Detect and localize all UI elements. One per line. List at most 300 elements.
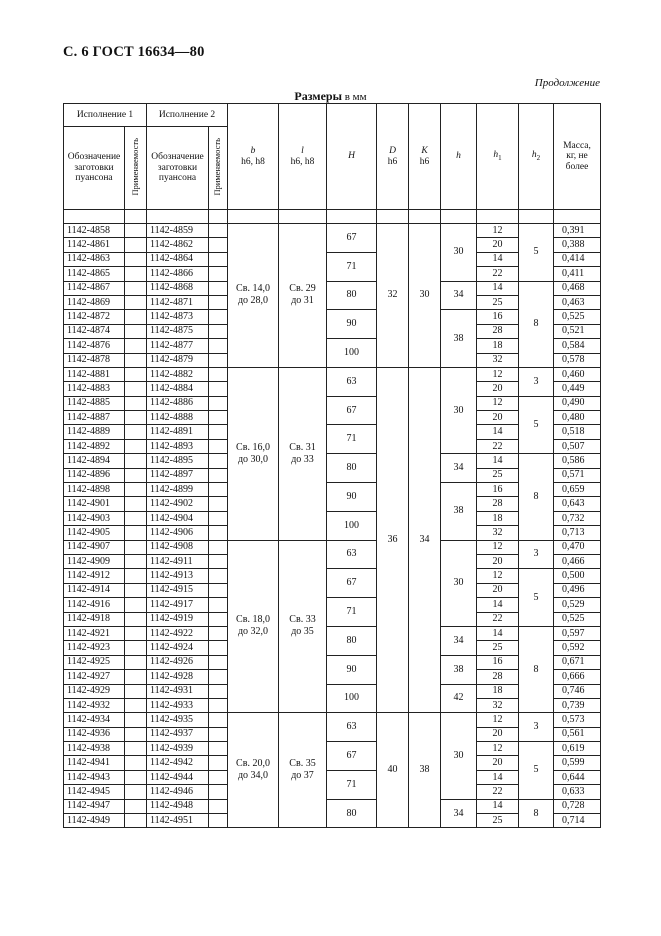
H-value: 67 [327,396,377,425]
H-value: 90 [327,310,377,339]
H-value: 80 [327,799,377,828]
exec1-code: 1142-4894 [64,454,125,468]
table-row [64,281,601,295]
h1-value: 14 [477,281,519,295]
h-value: 30 [441,540,477,626]
spacer-cell [64,210,125,224]
exec1-applicability [125,612,147,626]
mass-value: 0,644 [554,770,601,784]
exec2-applicability [209,468,228,482]
exec2-code: 1142-4904 [147,511,209,525]
h2-value: 3 [519,540,554,569]
table-row [64,713,601,727]
exec1-code: 1142-4923 [64,641,125,655]
spacer-cell [327,210,377,224]
mass-value: 0,460 [554,367,601,381]
exec2-applicability [209,324,228,338]
l-header: l h6, h8 [279,104,327,210]
K-value: 34 [409,367,441,712]
exec1-header: Исполнение 1 [64,104,147,127]
h1-value: 22 [477,267,519,281]
exec1-code: 1142-4898 [64,483,125,497]
spacer-cell [279,210,327,224]
mass-value: 0,671 [554,655,601,669]
H-value: 71 [327,598,377,627]
h1-value: 14 [477,770,519,784]
spacer-cell [377,210,409,224]
b-range: Св. 18,0 до 32,0 [228,540,279,713]
h1-value: 32 [477,698,519,712]
exec2-code: 1142-4948 [147,799,209,813]
h1-value: 20 [477,238,519,252]
mass-value: 0,592 [554,641,601,655]
exec2-code: 1142-4893 [147,439,209,453]
exec2-applicability [209,713,228,727]
h1-value: 16 [477,655,519,669]
exec2-applicability [209,281,228,295]
exec2-code: 1142-4888 [147,411,209,425]
mass-value: 0,584 [554,339,601,353]
exec1-code: 1142-4936 [64,727,125,741]
h1-value: 25 [477,295,519,309]
exec1-applicability [125,569,147,583]
h1-value: 14 [477,425,519,439]
mass-value: 0,388 [554,238,601,252]
exec2-applicability [209,727,228,741]
exec1-code: 1142-4865 [64,267,125,281]
caption-units: в мм [341,91,367,103]
mass-value: 0,525 [554,612,601,626]
exec1-code: 1142-4916 [64,598,125,612]
exec2-code: 1142-4891 [147,425,209,439]
mass-value: 0,466 [554,554,601,568]
exec1-code: 1142-4912 [64,569,125,583]
exec2-code: 1142-4875 [147,324,209,338]
exec1-code: 1142-4947 [64,799,125,813]
h1-value: 12 [477,742,519,756]
table-row [64,569,601,583]
h2-value: 8 [519,281,554,367]
h1-value: 18 [477,684,519,698]
mass-value: 0,468 [554,281,601,295]
table-row [64,367,601,381]
table-row [64,396,601,410]
exec1-code: 1142-4867 [64,281,125,295]
mass-value: 0,561 [554,727,601,741]
l-range: Св. 33 до 35 [279,540,327,713]
exec2-code: 1142-4939 [147,742,209,756]
h-value: 30 [441,367,477,453]
mass-value: 0,666 [554,670,601,684]
spacer-cell [125,210,147,224]
exec1-code: 1142-4885 [64,396,125,410]
exec2-applicability-header: Применяемость [209,127,228,210]
h1-value: 20 [477,382,519,396]
exec2-code: 1142-4933 [147,698,209,712]
exec1-applicability [125,670,147,684]
exec1-applicability [125,641,147,655]
exec2-designation-header: Обозначение заготовки пуансона [147,127,209,210]
exec2-applicability [209,814,228,828]
exec2-code: 1142-4919 [147,612,209,626]
exec1-applicability [125,411,147,425]
h1-value: 28 [477,670,519,684]
exec2-code: 1142-4928 [147,670,209,684]
exec1-applicability [125,295,147,309]
mass-value: 0,573 [554,713,601,727]
exec1-applicability [125,598,147,612]
h1-value: 20 [477,727,519,741]
exec2-code: 1142-4864 [147,252,209,266]
H-value: 71 [327,770,377,799]
exec1-applicability [125,554,147,568]
h1-value: 20 [477,554,519,568]
H-value: 63 [327,540,377,569]
D-value: 36 [377,367,409,712]
H-value: 71 [327,425,377,454]
H-value: 100 [327,339,377,368]
h2-value: 3 [519,367,554,396]
exec2-applicability [209,252,228,266]
mass-value: 0,463 [554,295,601,309]
exec1-applicability [125,252,147,266]
exec2-code: 1142-4902 [147,497,209,511]
mass-value: 0,659 [554,483,601,497]
exec2-applicability [209,785,228,799]
h2-header: $h_2$ [519,104,554,210]
h1-value: 16 [477,310,519,324]
mass-value: 0,480 [554,411,601,425]
exec1-applicability [125,454,147,468]
exec2-code: 1142-4911 [147,554,209,568]
exec1-code: 1142-4883 [64,382,125,396]
spacer-cell [477,210,519,224]
exec1-applicability [125,339,147,353]
H-value: 63 [327,713,377,742]
exec1-code: 1142-4861 [64,238,125,252]
H-value: 67 [327,224,377,253]
spacer-cell [409,210,441,224]
exec2-applicability [209,339,228,353]
exec2-applicability [209,497,228,511]
exec1-code: 1142-4921 [64,626,125,640]
exec1-applicability [125,382,147,396]
mass-value: 0,619 [554,742,601,756]
exec2-applicability [209,626,228,640]
h1-value: 22 [477,612,519,626]
table-row [64,224,601,238]
h2-value: 8 [519,626,554,712]
exec2-code: 1142-4926 [147,655,209,669]
exec1-applicability [125,238,147,252]
h-value: 38 [441,310,477,368]
mass-value: 0,599 [554,756,601,770]
exec2-applicability [209,554,228,568]
H-value: 80 [327,281,377,310]
exec1-code: 1142-4889 [64,425,125,439]
mass-header: Масса, кг, не более [554,104,601,210]
h-header: h [441,104,477,210]
K-value: 30 [409,224,441,368]
h1-value: 20 [477,583,519,597]
h1-value: 12 [477,713,519,727]
exec2-code: 1142-4908 [147,540,209,554]
exec1-code: 1142-4863 [64,252,125,266]
mass-value: 0,633 [554,785,601,799]
exec2-code: 1142-4922 [147,626,209,640]
exec1-code: 1142-4903 [64,511,125,525]
H-value: 80 [327,454,377,483]
h1-value: 25 [477,641,519,655]
exec2-applicability [209,511,228,525]
exec1-applicability [125,511,147,525]
exec2-code: 1142-4884 [147,382,209,396]
exec1-applicability [125,698,147,712]
exec1-applicability [125,497,147,511]
spacer-cell [441,210,477,224]
b-range: Св. 14,0 до 28,0 [228,224,279,368]
exec2-applicability [209,612,228,626]
mass-value: 0,597 [554,626,601,640]
h1-header: $h_1$ [477,104,519,210]
exec2-applicability [209,295,228,309]
exec1-applicability-header: Применяемость [125,127,147,210]
h-value: 34 [441,626,477,655]
b-range: Св. 20,0 до 34,0 [228,713,279,828]
exec1-applicability [125,439,147,453]
exec2-code: 1142-4951 [147,814,209,828]
b-header: b h6, h8 [228,104,279,210]
mass-value: 0,470 [554,540,601,554]
exec2-code: 1142-4931 [147,684,209,698]
h-value: 34 [441,454,477,483]
exec1-code: 1142-4909 [64,554,125,568]
exec2-code: 1142-4886 [147,396,209,410]
exec2-code: 1142-4866 [147,267,209,281]
exec1-code: 1142-4925 [64,655,125,669]
mass-value: 0,518 [554,425,601,439]
D-header: D h6 [377,104,409,210]
exec2-applicability [209,224,228,238]
exec2-code: 1142-4946 [147,785,209,799]
h1-value: 14 [477,252,519,266]
exec1-code: 1142-4874 [64,324,125,338]
mass-value: 0,732 [554,511,601,525]
exec1-applicability [125,310,147,324]
h2-value: 5 [519,396,554,454]
exec2-code: 1142-4924 [147,641,209,655]
H-value: 90 [327,483,377,512]
exec1-code: 1142-4938 [64,742,125,756]
mass-value: 0,500 [554,569,601,583]
exec1-applicability [125,425,147,439]
l-range: Св. 29 до 31 [279,224,327,368]
h1-value: 22 [477,439,519,453]
h1-value: 14 [477,799,519,813]
l-range: Св. 31 до 33 [279,367,327,540]
exec2-applicability [209,641,228,655]
exec2-applicability [209,756,228,770]
exec1-applicability [125,281,147,295]
exec1-applicability [125,770,147,784]
mass-value: 0,490 [554,396,601,410]
h1-value: 14 [477,598,519,612]
exec2-code: 1142-4913 [147,569,209,583]
h2-value: 5 [519,742,554,800]
exec1-applicability [125,655,147,669]
mass-value: 0,728 [554,799,601,813]
exec2-code: 1142-4882 [147,367,209,381]
h1-value: 28 [477,324,519,338]
H-value: 90 [327,655,377,684]
h1-value: 14 [477,626,519,640]
exec1-applicability [125,396,147,410]
exec1-code: 1142-4918 [64,612,125,626]
exec1-applicability [125,367,147,381]
exec1-applicability [125,267,147,281]
exec1-applicability [125,583,147,597]
mass-value: 0,525 [554,310,601,324]
exec2-code: 1142-4942 [147,756,209,770]
exec2-applicability [209,598,228,612]
h1-value: 32 [477,353,519,367]
exec2-applicability [209,310,228,324]
exec2-applicability [209,770,228,784]
h1-value: 18 [477,511,519,525]
exec1-applicability [125,684,147,698]
exec1-applicability [125,727,147,741]
mass-value: 0,643 [554,497,601,511]
h2-value: 5 [519,224,554,282]
mass-value: 0,496 [554,583,601,597]
H-value: 63 [327,367,377,396]
exec2-code: 1142-4917 [147,598,209,612]
exec2-code: 1142-4873 [147,310,209,324]
D-value: 40 [377,713,409,828]
exec1-applicability [125,526,147,540]
exec2-code: 1142-4879 [147,353,209,367]
exec2-applicability [209,396,228,410]
exec1-code: 1142-4927 [64,670,125,684]
exec1-code: 1142-4901 [64,497,125,511]
exec1-code: 1142-4905 [64,526,125,540]
exec2-applicability [209,799,228,813]
mass-value: 0,746 [554,684,601,698]
h1-value: 12 [477,396,519,410]
exec2-applicability [209,411,228,425]
h1-value: 25 [477,814,519,828]
h1-value: 28 [477,497,519,511]
exec2-applicability [209,569,228,583]
mass-value: 0,507 [554,439,601,453]
exec2-applicability [209,483,228,497]
exec2-applicability [209,238,228,252]
exec2-code: 1142-4862 [147,238,209,252]
h-value: 30 [441,713,477,799]
exec2-applicability [209,583,228,597]
mass-value: 0,414 [554,252,601,266]
H-header: H [327,104,377,210]
mass-value: 0,411 [554,267,601,281]
mass-value: 0,714 [554,814,601,828]
table-row [64,742,601,756]
exec2-applicability [209,526,228,540]
table-row [64,454,601,468]
l-range: Св. 35 до 37 [279,713,327,828]
h1-value: 22 [477,785,519,799]
H-value: 67 [327,742,377,771]
exec1-code: 1142-4932 [64,698,125,712]
exec2-code: 1142-4906 [147,526,209,540]
mass-value: 0,713 [554,526,601,540]
mass-value: 0,739 [554,698,601,712]
exec1-code: 1142-4941 [64,756,125,770]
exec2-code: 1142-4877 [147,339,209,353]
D-value: 32 [377,224,409,368]
table-row [64,540,601,554]
exec1-code: 1142-4896 [64,468,125,482]
exec2-code: 1142-4937 [147,727,209,741]
h1-value: 16 [477,483,519,497]
exec2-applicability [209,742,228,756]
H-value: 80 [327,626,377,655]
exec1-applicability [125,324,147,338]
H-value: 67 [327,569,377,598]
exec2-applicability [209,367,228,381]
mass-value: 0,529 [554,598,601,612]
exec1-applicability [125,713,147,727]
exec1-code: 1142-4876 [64,339,125,353]
exec1-applicability [125,626,147,640]
exec1-applicability [125,540,147,554]
exec2-applicability [209,684,228,698]
exec2-code: 1142-4871 [147,295,209,309]
caption-bold: Размеры [294,89,342,103]
exec2-code: 1142-4899 [147,483,209,497]
h1-value: 20 [477,756,519,770]
exec2-applicability [209,655,228,669]
exec2-applicability [209,540,228,554]
mass-value: 0,521 [554,324,601,338]
h2-value: 8 [519,799,554,828]
table-row [64,799,601,813]
h1-value: 20 [477,411,519,425]
exec1-code: 1142-4949 [64,814,125,828]
exec2-applicability [209,425,228,439]
h1-value: 14 [477,454,519,468]
h1-value: 12 [477,224,519,238]
exec1-code: 1142-4878 [64,353,125,367]
exec2-applicability [209,267,228,281]
spacer-cell [519,210,554,224]
exec1-code: 1142-4914 [64,583,125,597]
exec1-applicability [125,814,147,828]
H-value: 100 [327,684,377,713]
exec2-applicability [209,382,228,396]
exec1-applicability [125,483,147,497]
continuation-label: Продолжение [534,77,600,89]
h1-value: 18 [477,339,519,353]
mass-value: 0,586 [554,454,601,468]
spacer-cell [147,210,209,224]
exec2-code: 1142-4935 [147,713,209,727]
h-value: 38 [441,655,477,684]
exec1-code: 1142-4887 [64,411,125,425]
exec2-code: 1142-4868 [147,281,209,295]
mass-value: 0,449 [554,382,601,396]
exec2-applicability [209,670,228,684]
h1-value: 12 [477,540,519,554]
